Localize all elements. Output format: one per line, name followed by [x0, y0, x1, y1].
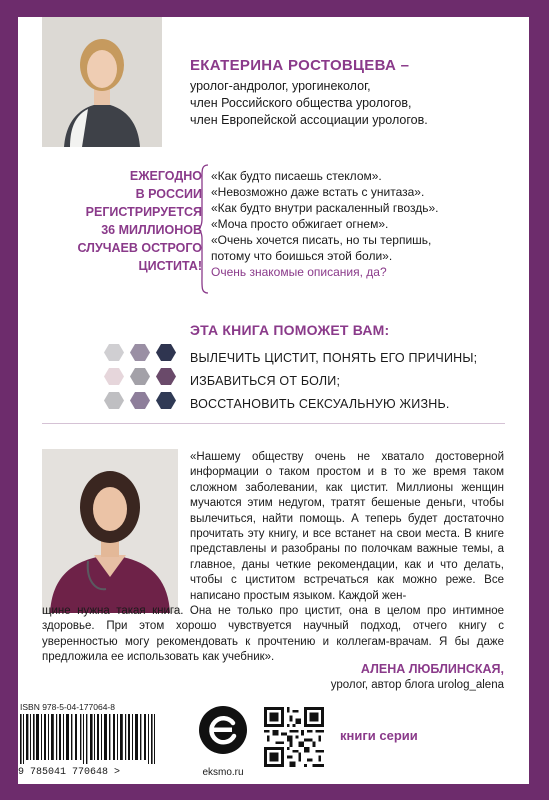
author-photo	[42, 17, 162, 147]
isbn-label: ISBN 978-5-04-177064-8	[20, 702, 115, 712]
publisher-site: eksmo.ru	[202, 767, 244, 778]
quote-line: «Как будто писаешь стеклом».	[211, 169, 382, 183]
statistic-line: ЕЖЕГОДНО	[129, 169, 202, 183]
review-text: «Нашему обществу очень не хватало достоверной информации о таком простом и в то же время таком сложном заболевании, как цистит. Миллионы женщин мучаются этим недугом, тратят бешеные деньги, чтобы вылечиться, найти помощь. А теперь будет достаточно прочитать эту книгу, и все встанет на свои места. В книге представлены и разобраны по полочкам важные темы, а главное, даны четкие рекомендации, как и что делать, чтобы с циститом встречаться как можно реже. Все написано простым языком. Каждой жен-	[190, 451, 504, 602]
curly-brace-icon	[196, 163, 210, 295]
hexagon-pattern-icon	[104, 344, 184, 416]
reviewer-photo	[42, 449, 178, 613]
patient-quotes	[211, 168, 439, 280]
series-label: книги серии	[340, 728, 418, 743]
quote-line: потому что боишься этой боли».	[211, 249, 393, 263]
quote-line: «Невозможно даже встать с унитаза».	[211, 185, 425, 199]
statistic-line: РЕГИСТРИРУЕТСЯ	[85, 205, 202, 219]
benefit-item: ВОССТАНОВИТЬ СЕКСУАЛЬНУЮ ЖИЗНЬ.	[190, 397, 450, 411]
author-name: ЕКАТЕРИНА РОСТОВЦЕВА –	[190, 57, 410, 74]
statistic-callout	[58, 167, 202, 275]
qr-code-icon	[264, 707, 324, 767]
section-divider	[42, 423, 505, 424]
publisher-logo-icon	[198, 705, 248, 755]
reviewer-role: уролог, автор блога urolog_alena	[330, 679, 504, 691]
statistic-line: СЛУЧАЕВ ОСТРОГО	[77, 241, 202, 255]
quote-line: «Очень хочется писать, но ты терпишь,	[211, 233, 432, 247]
statistic-line: В РОССИИ	[135, 187, 202, 201]
author-credential-line: член Российского общества урологов,	[190, 96, 412, 110]
author-credentials	[190, 78, 428, 129]
reviewer-name: АЛЕНА ЛЮБЛИНСКАЯ,	[360, 662, 504, 676]
benefit-item: ВЫЛЕЧИТЬ ЦИСТИТ, ПОНЯТЬ ЕГО ПРИЧИНЫ;	[190, 351, 478, 365]
barcode-number: 9 785041 770648 >	[18, 767, 121, 778]
author-credential-line: член Европейской ассоциации урологов.	[190, 113, 428, 127]
benefit-item: ИЗБАВИТЬСЯ ОТ БОЛИ;	[190, 374, 341, 388]
quote-line: Очень знакомые описания, да?	[211, 265, 387, 279]
quote-line: «Моча просто обжигает огнем».	[211, 217, 389, 231]
barcode-icon	[20, 714, 160, 764]
benefits-heading: ЭТА КНИГА ПОМОЖЕТ ВАМ:	[190, 322, 390, 338]
back-cover	[18, 17, 529, 784]
statistic-line: ЦИСТИТА!	[138, 259, 202, 273]
author-credential-line: уролог-андролог, урогинеколог,	[190, 79, 371, 93]
statistic-line: 36 МИЛЛИОНОВ	[101, 223, 202, 237]
quote-line: «Как будто внутри раскаленный гвоздь».	[211, 201, 439, 215]
review-text-continued: щине нужна такая книга. Она не только про цистит, она в целом про интимное здоровье. При этом хорошо чувствуется научный подход, отчего книгу с уверенностью могу рекомендовать к прочтению и коллегам-врачам. Я бы даже предложила ее использовать как учебник».	[42, 605, 504, 664]
